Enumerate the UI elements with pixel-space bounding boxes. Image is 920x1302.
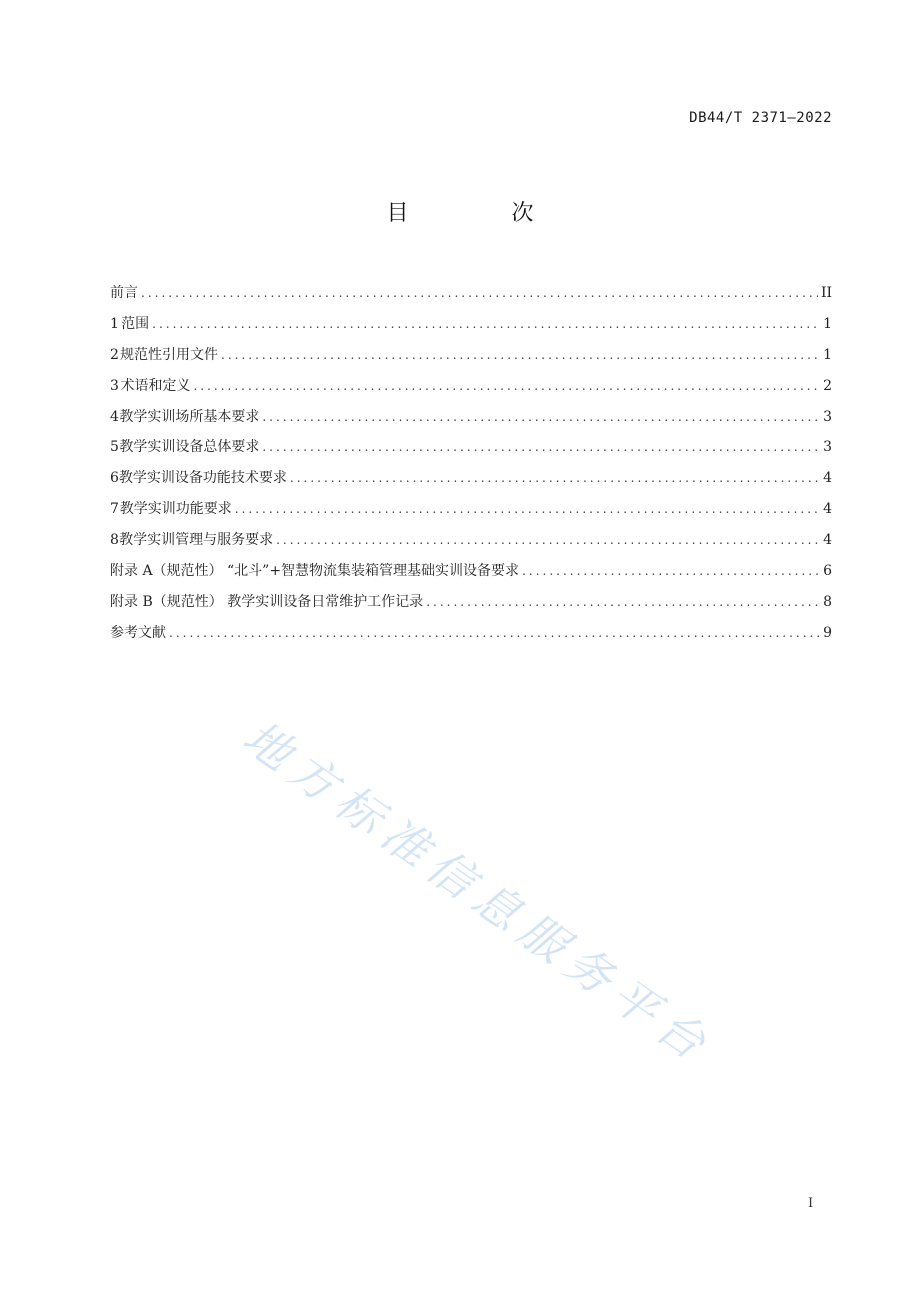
toc-entry-foreword[interactable]: [110, 278, 832, 309]
toc-title: 目 次: [386, 201, 582, 226]
toc-entry-5[interactable]: [110, 432, 832, 463]
toc-entry-7[interactable]: [110, 494, 832, 525]
toc-entry-label: 范围: [121, 315, 150, 332]
toc-entry-label: 术语和定义: [120, 377, 191, 394]
toc-entry-label: 附录 A（规范性） “北斗”+智慧物流集装箱管理基础实训设备要求: [110, 563, 520, 580]
standard-code: DB44/T 2371—2022: [689, 110, 832, 126]
toc-leader-dots: [290, 463, 820, 494]
toc-entry-4[interactable]: [110, 402, 832, 433]
toc-leader-dots: [262, 432, 820, 463]
toc-leader-dots: [262, 402, 820, 433]
toc-leader-dots: [235, 494, 820, 525]
toc-entry-number: 7: [110, 501, 119, 518]
toc-entry-page: II: [820, 285, 832, 301]
toc-entry-label: 教学实训设备总体要求: [119, 439, 260, 456]
toc-entry-label: 参考文献: [110, 624, 166, 641]
toc-leader-dots: [169, 618, 820, 649]
toc-entry-6[interactable]: [110, 463, 832, 494]
toc-entry-label: 教学实训设备功能技术要求: [118, 470, 287, 487]
toc-entry-label: 教学实训管理与服务要求: [119, 532, 274, 549]
toc-entry-label: 教学实训功能要求: [119, 501, 232, 518]
toc-entry-page: 6: [823, 563, 832, 580]
toc-entry-appendix-a[interactable]: [110, 556, 832, 587]
toc-entry-number: 8: [110, 532, 119, 549]
toc-leader-dots: [221, 340, 820, 371]
toc-entry-number: 2: [110, 346, 119, 363]
page-number: I: [808, 1196, 814, 1211]
toc-entry-1[interactable]: [110, 309, 832, 340]
toc-entry-number: 4: [110, 408, 119, 425]
toc-entry-2[interactable]: [110, 340, 832, 371]
toc-entry-page: 1: [823, 346, 832, 363]
toc-entry-number: 5: [110, 439, 119, 456]
toc-leader-dots: [141, 278, 818, 309]
toc-entry-page: 3: [823, 408, 832, 425]
toc-leader-dots: [426, 587, 820, 618]
toc-entry-page: 1: [823, 315, 832, 332]
toc-entry-label: 前言: [110, 285, 138, 301]
toc-leader-dots: [152, 309, 820, 340]
toc-leader-dots: [522, 556, 820, 587]
toc-entry-page: 4: [823, 470, 832, 487]
toc-entry-number: 1: [110, 315, 119, 332]
toc-entry-number: 6: [110, 470, 119, 487]
toc-leader-dots: [276, 525, 820, 556]
table-of-contents: [110, 278, 832, 649]
toc-entry-appendix-b[interactable]: [110, 587, 832, 618]
toc-entry-number: 3: [110, 377, 119, 394]
toc-entry-label: 规范性引用文件: [120, 346, 219, 363]
toc-leader-dots: [193, 371, 820, 402]
toc-entry-bibliography[interactable]: [110, 618, 832, 649]
toc-entry-page: 2: [823, 377, 832, 394]
toc-entry-label: 附录 B（规范性） 教学实训设备日常维护工作记录: [110, 593, 424, 610]
toc-entry-page: 4: [823, 501, 832, 518]
toc-entry-page: 3: [823, 439, 832, 456]
toc-entry-3[interactable]: [110, 371, 832, 402]
toc-entry-page: 9: [823, 624, 832, 641]
watermark-text: 地方标准信息服务平台: [233, 709, 724, 1076]
toc-entry-label: 教学实训场所基本要求: [119, 408, 260, 425]
toc-entry-8[interactable]: [110, 525, 832, 556]
toc-entry-page: 4: [823, 532, 832, 549]
toc-entry-page: 8: [823, 593, 832, 610]
